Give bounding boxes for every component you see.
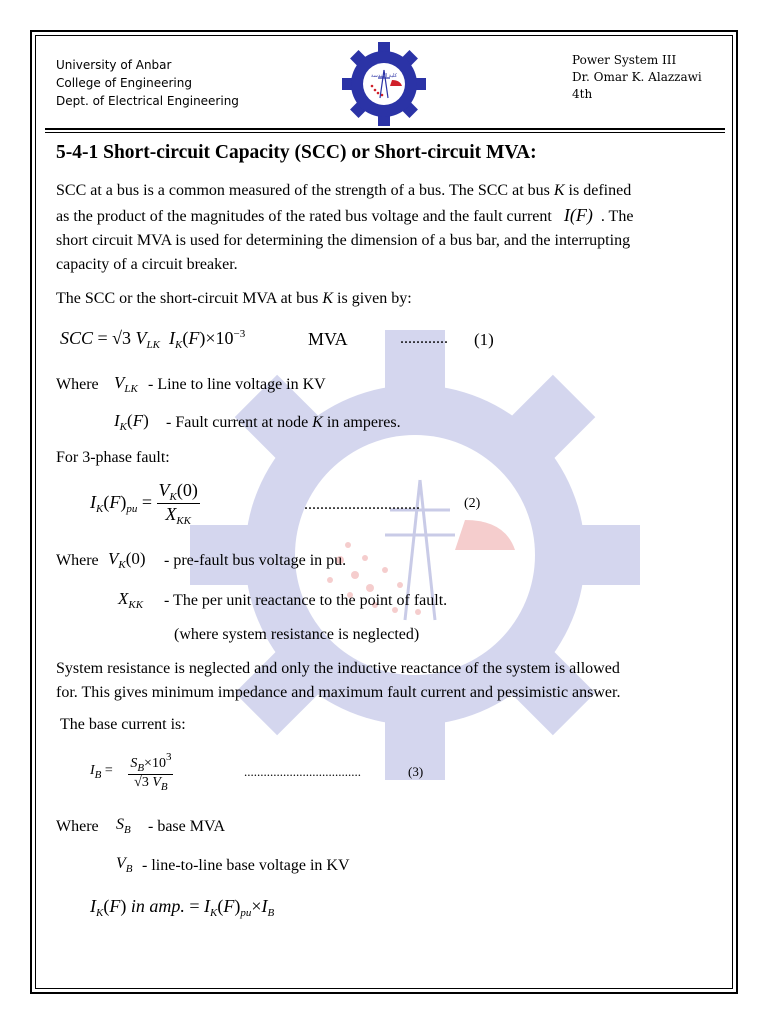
equation-1-unit: MVA	[308, 329, 348, 349]
intro-paragraph: SCC at a bus is a common measured of the strength of a bus. The SCC at bus K is defined as the product of the magnitudes of the rated bus voltage and the fault current I(F) . The short circuit MVA is used for determining the dimension of a bus bar, and the interrupting capacity of a circuit breaker.	[56, 182, 634, 273]
equation-3-dots: ....................................	[244, 764, 361, 779]
section-title: 5-4-1 Short-circuit Capacity (SCC) or Short-circuit MVA:	[56, 142, 537, 163]
header-stage: 4th	[572, 87, 593, 101]
where-label-1: Where	[56, 376, 99, 393]
sb-description: - base MVA	[148, 818, 226, 835]
equation-3-number: (3)	[408, 764, 424, 779]
equation-1-number: (1)	[474, 330, 494, 349]
ik-description: - Fault current at node K in amperes.	[166, 414, 401, 431]
equation-1: SCC = √3 $V_{LK}$ $I_K(F)\times 10^{-3}$	[60, 328, 246, 351]
header-course-name: Power System III	[572, 53, 677, 67]
where-label-3: Where	[56, 818, 99, 835]
equation-2: $I_K(F)_{pu}$ = $\frac{V_K(0)}{X_{KK}}$	[90, 480, 198, 527]
header-institution	[56, 56, 239, 110]
symbol-ik: $I_K(F)$	[114, 411, 149, 433]
symbol-xkk: $X_{KK}$	[118, 589, 144, 611]
header-department: Dept. of Electrical Engineering	[56, 94, 239, 108]
vk-description: - pre-fault bus voltage in pu.	[164, 552, 347, 569]
given-by-line: The SCC or the short-circuit MVA at bus K is given by:	[56, 290, 412, 307]
equation-2-number: (2)	[464, 496, 481, 511]
equation-1-dots: ............	[400, 330, 448, 347]
where-label-2: Where	[56, 552, 99, 569]
symbol-vlk: $V_{LK}$	[114, 373, 138, 395]
logo-arabic-text: كلية الهندسة	[370, 73, 398, 79]
xkk-description: - The per unit reactance to the point of fault.	[164, 592, 448, 609]
header-rule	[45, 128, 725, 130]
symbol-vb: $V_B$	[116, 855, 133, 875]
header-college: College of Engineering	[56, 76, 192, 90]
equation-amperes: $I_K(F)$ in amp. = $I_K(F)_{pu}\times I_B$	[90, 896, 275, 919]
header-course	[572, 52, 702, 103]
resistance-note: (where system resistance is neglected)	[174, 626, 420, 643]
equation-3: $I_B$ = $\frac{S_B\times 10^3}{√3 V_B}$	[90, 751, 172, 793]
vlk-description: - Line to line voltage in KV	[148, 376, 326, 393]
resistance-paragraph: System resistance is neglected and only the inductive reactance of the system is allowed for. This gives minimum impedance and maximum fault current and pessimistic answer.	[56, 660, 621, 701]
three-phase-label: For 3-phase fault:	[56, 449, 170, 466]
vb-description: - line-to-line base voltage in KV	[142, 857, 350, 874]
equation-2-dots: .............................	[304, 496, 420, 513]
header-rule-thin	[45, 132, 725, 133]
header-instructor: Dr. Omar K. Alazzawi	[572, 70, 702, 84]
base-current-label: The base current is:	[60, 716, 186, 733]
math-fault-current: I(F)	[563, 205, 593, 225]
symbol-sb: $S_B$	[116, 816, 131, 836]
department-logo	[342, 42, 426, 126]
header-university: University of Anbar	[56, 58, 172, 72]
symbol-vk: $V_K(0)$	[108, 549, 146, 571]
